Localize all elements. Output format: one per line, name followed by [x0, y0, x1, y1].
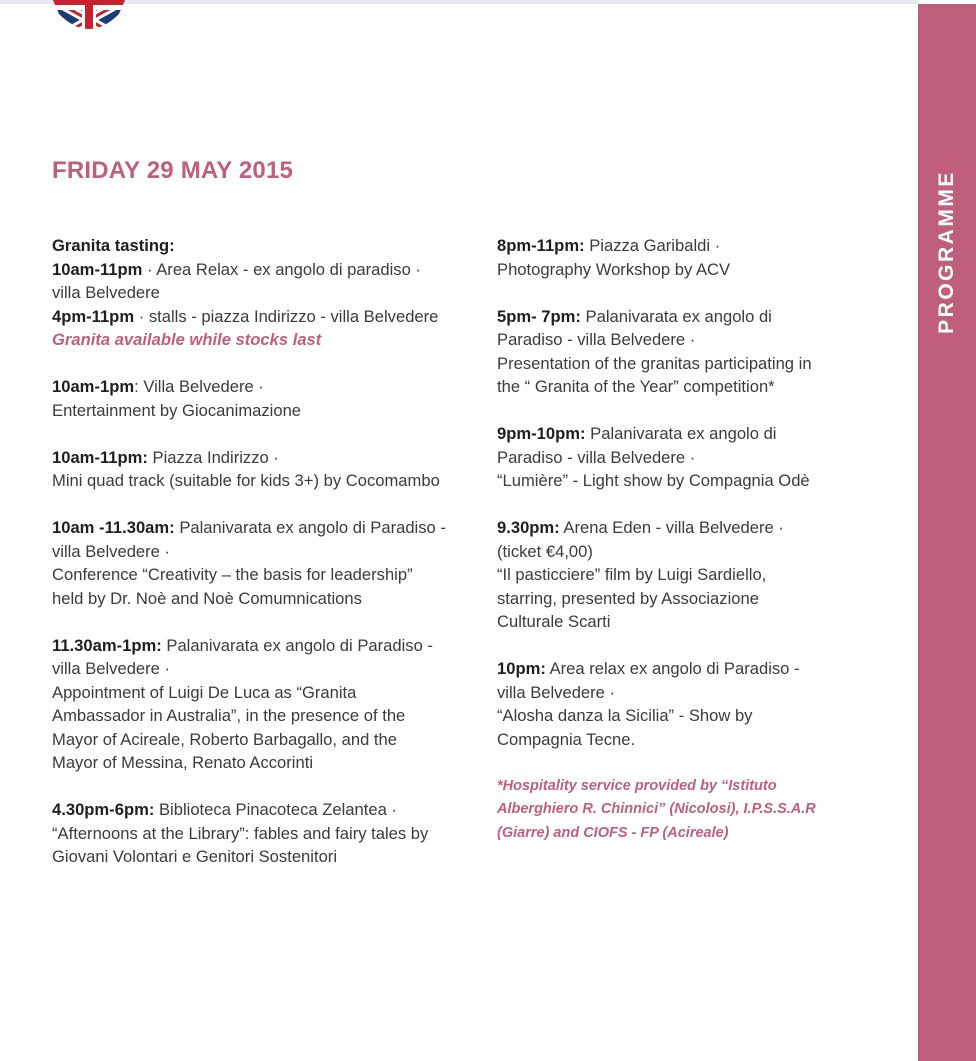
entry-time: 4.30pm-6pm: — [52, 800, 155, 819]
entry-line — [497, 681, 902, 705]
entry-text: Paradiso - villa Belvedere · — [497, 330, 696, 349]
entry-line — [497, 540, 902, 564]
schedule-entry — [497, 422, 902, 493]
entry-text: Photography Workshop by ACV — [497, 259, 731, 279]
entry-text: Palanivarata ex angolo di — [585, 424, 777, 443]
entry-text: Mayor of Messina, Renato Accorinti — [52, 753, 314, 772]
entry-line — [497, 446, 902, 470]
entry-line — [497, 516, 902, 540]
entry-text: Palanivarata ex angolo di — [580, 306, 772, 326]
schedule-entry — [52, 798, 482, 869]
schedule-entry — [52, 375, 482, 422]
entry-text: Mini quad track (suitable for kids 3+) by Cocomambo — [52, 471, 440, 490]
entry-text: Presentation of the granitas participating in — [497, 353, 812, 373]
entry-text: · Area Relax - ex angolo di paradiso · — [142, 259, 421, 279]
entry-line — [497, 352, 902, 376]
entry-line — [497, 328, 902, 352]
entry-line — [52, 634, 482, 658]
right-entries — [497, 234, 902, 751]
page-title: FRIDAY 29 MAY 2015 — [52, 157, 294, 184]
entry-line — [52, 822, 482, 846]
sidebar-label: PROGRAMME — [935, 170, 958, 334]
entry-line — [52, 399, 482, 423]
entry-line — [497, 258, 902, 282]
entry-text: villa Belvedere — [52, 283, 160, 302]
entry-text: Ambassador in Australia”, in the presence of the — [52, 706, 406, 725]
entry-line — [497, 563, 902, 587]
entry-line — [52, 469, 482, 493]
entry-text: Palanivarata ex angolo di Paradiso - — [174, 518, 446, 537]
entry-text: villa Belvedere · — [52, 659, 171, 678]
entry-line — [52, 728, 482, 752]
schedule-entry — [52, 634, 482, 775]
entry-text: Piazza Garibaldi · — [584, 236, 721, 255]
schedule-entry — [52, 446, 482, 493]
entry-line — [52, 281, 482, 305]
entry-text: Appointment of Luigi De Luca as “Granita — [52, 682, 357, 702]
entry-line — [52, 845, 482, 869]
entry-line — [52, 657, 482, 681]
entry-line — [52, 446, 482, 470]
entry-text: “Alosha danza la Sicilia” - Show by — [497, 706, 753, 725]
entry-text: held by Dr. Noè and Noè Comumnications — [52, 588, 362, 608]
schedule-entry — [52, 516, 482, 610]
entry-text: · stalls - piazza Indirizzo - villa Belvedere — [134, 306, 439, 326]
entry-time: 10pm: — [497, 659, 546, 678]
entry-text: Culturale Scarti — [497, 612, 611, 631]
entry-text: Palanivarata ex angolo di Paradiso - — [161, 635, 433, 655]
entry-text: Area relax ex angolo di Paradiso - — [545, 659, 800, 678]
entry-time: 4pm-11pm — [52, 306, 135, 326]
entry-text: starring, presented by Associazione — [497, 588, 759, 608]
entry-text: Biblioteca Pinacoteca Zelantea · — [154, 800, 397, 819]
entry-line — [497, 469, 902, 493]
entry-line — [52, 258, 482, 282]
entry-text: Mayor of Acireale, Roberto Barbagallo, and the — [52, 729, 397, 749]
entry-text: : Villa Belvedere · — [134, 377, 264, 396]
entry-text: Entertainment by Giocanimazione — [52, 400, 302, 420]
entry-line — [52, 234, 482, 258]
entry-line — [52, 563, 482, 587]
entry-text: villa Belvedere · — [497, 682, 616, 702]
entry-text: “Il pasticciere” film by Luigi Sardiello, — [497, 565, 767, 584]
schedule-entry — [52, 234, 482, 352]
entry-line — [497, 587, 902, 611]
entry-time: 8pm-11pm: — [497, 236, 585, 255]
entry-time: 9pm-10pm: — [497, 424, 586, 443]
schedule-entry — [497, 516, 902, 634]
entry-text: Piazza Indirizzo · — [147, 447, 279, 467]
entry-line — [52, 751, 482, 775]
entry-line — [52, 704, 482, 728]
schedule-entry — [497, 305, 902, 399]
footnote-line: Alberghiero R. Chinnici” (Nicolosi), I.P.S.S.A.R — [497, 801, 816, 817]
entry-text: the “ Granita of the Year” competition* — [497, 377, 775, 396]
entry-time: 10am -11.30am: — [52, 518, 175, 537]
left-schedule-column — [52, 234, 482, 892]
schedule-entry — [497, 657, 902, 751]
entry-line — [497, 704, 902, 728]
entry-line — [497, 610, 902, 634]
uk-flag-icon[interactable] — [53, 0, 125, 40]
entry-line — [52, 328, 482, 352]
entry-line — [52, 798, 482, 822]
entry-text: “Afternoons at the Library”: fables and fairy tales by — [52, 823, 429, 843]
entry-text: “Lumière” - Light show by Compagnia Odè — [497, 471, 810, 490]
entry-time: Granita tasting: — [52, 236, 175, 255]
entry-line — [52, 305, 482, 329]
entry-time: 5pm- 7pm: — [497, 306, 581, 326]
entry-line — [497, 422, 902, 446]
entry-line — [52, 540, 482, 564]
entry-time: 10am-1pm — [52, 377, 135, 396]
entry-line — [497, 375, 902, 399]
entry-text: (ticket €4,00) — [497, 541, 593, 561]
entry-line — [497, 305, 902, 329]
entry-line — [497, 657, 902, 681]
footnote-line: *Hospitality service provided by “Istituto — [497, 777, 777, 794]
entry-line — [497, 234, 902, 258]
right-schedule-column — [497, 234, 902, 845]
entry-text: Compagnia Tecne. — [497, 729, 636, 749]
entry-line — [52, 681, 482, 705]
hospitality-footnote — [497, 775, 902, 846]
top-rule — [0, 0, 918, 4]
entry-line — [497, 728, 902, 752]
entry-text: Arena Eden - villa Belvedere · — [559, 518, 784, 537]
entry-time: 10am-11pm: — [52, 447, 148, 467]
programme-sidebar — [918, 4, 976, 1061]
entry-line — [52, 587, 482, 611]
entry-text: villa Belvedere · — [52, 541, 171, 561]
entry-line — [52, 375, 482, 399]
promo-note: Granita available while stocks last — [52, 330, 322, 349]
entry-text: Conference “Creativity – the basis for leadership” — [52, 565, 413, 584]
schedule-entry — [497, 234, 902, 281]
entry-text: Giovani Volontari e Genitori Sostenitori — [52, 847, 338, 866]
entry-time: 10am-11pm — [52, 259, 143, 279]
entry-time: 9.30pm: — [497, 518, 560, 537]
entry-time: 11.30am-1pm: — [52, 635, 162, 655]
entry-text: Paradiso - villa Belvedere · — [497, 447, 696, 467]
footnote-line: (Giarre) and CIOFS - FP (Acireale) — [497, 824, 729, 841]
entry-line — [52, 516, 482, 540]
